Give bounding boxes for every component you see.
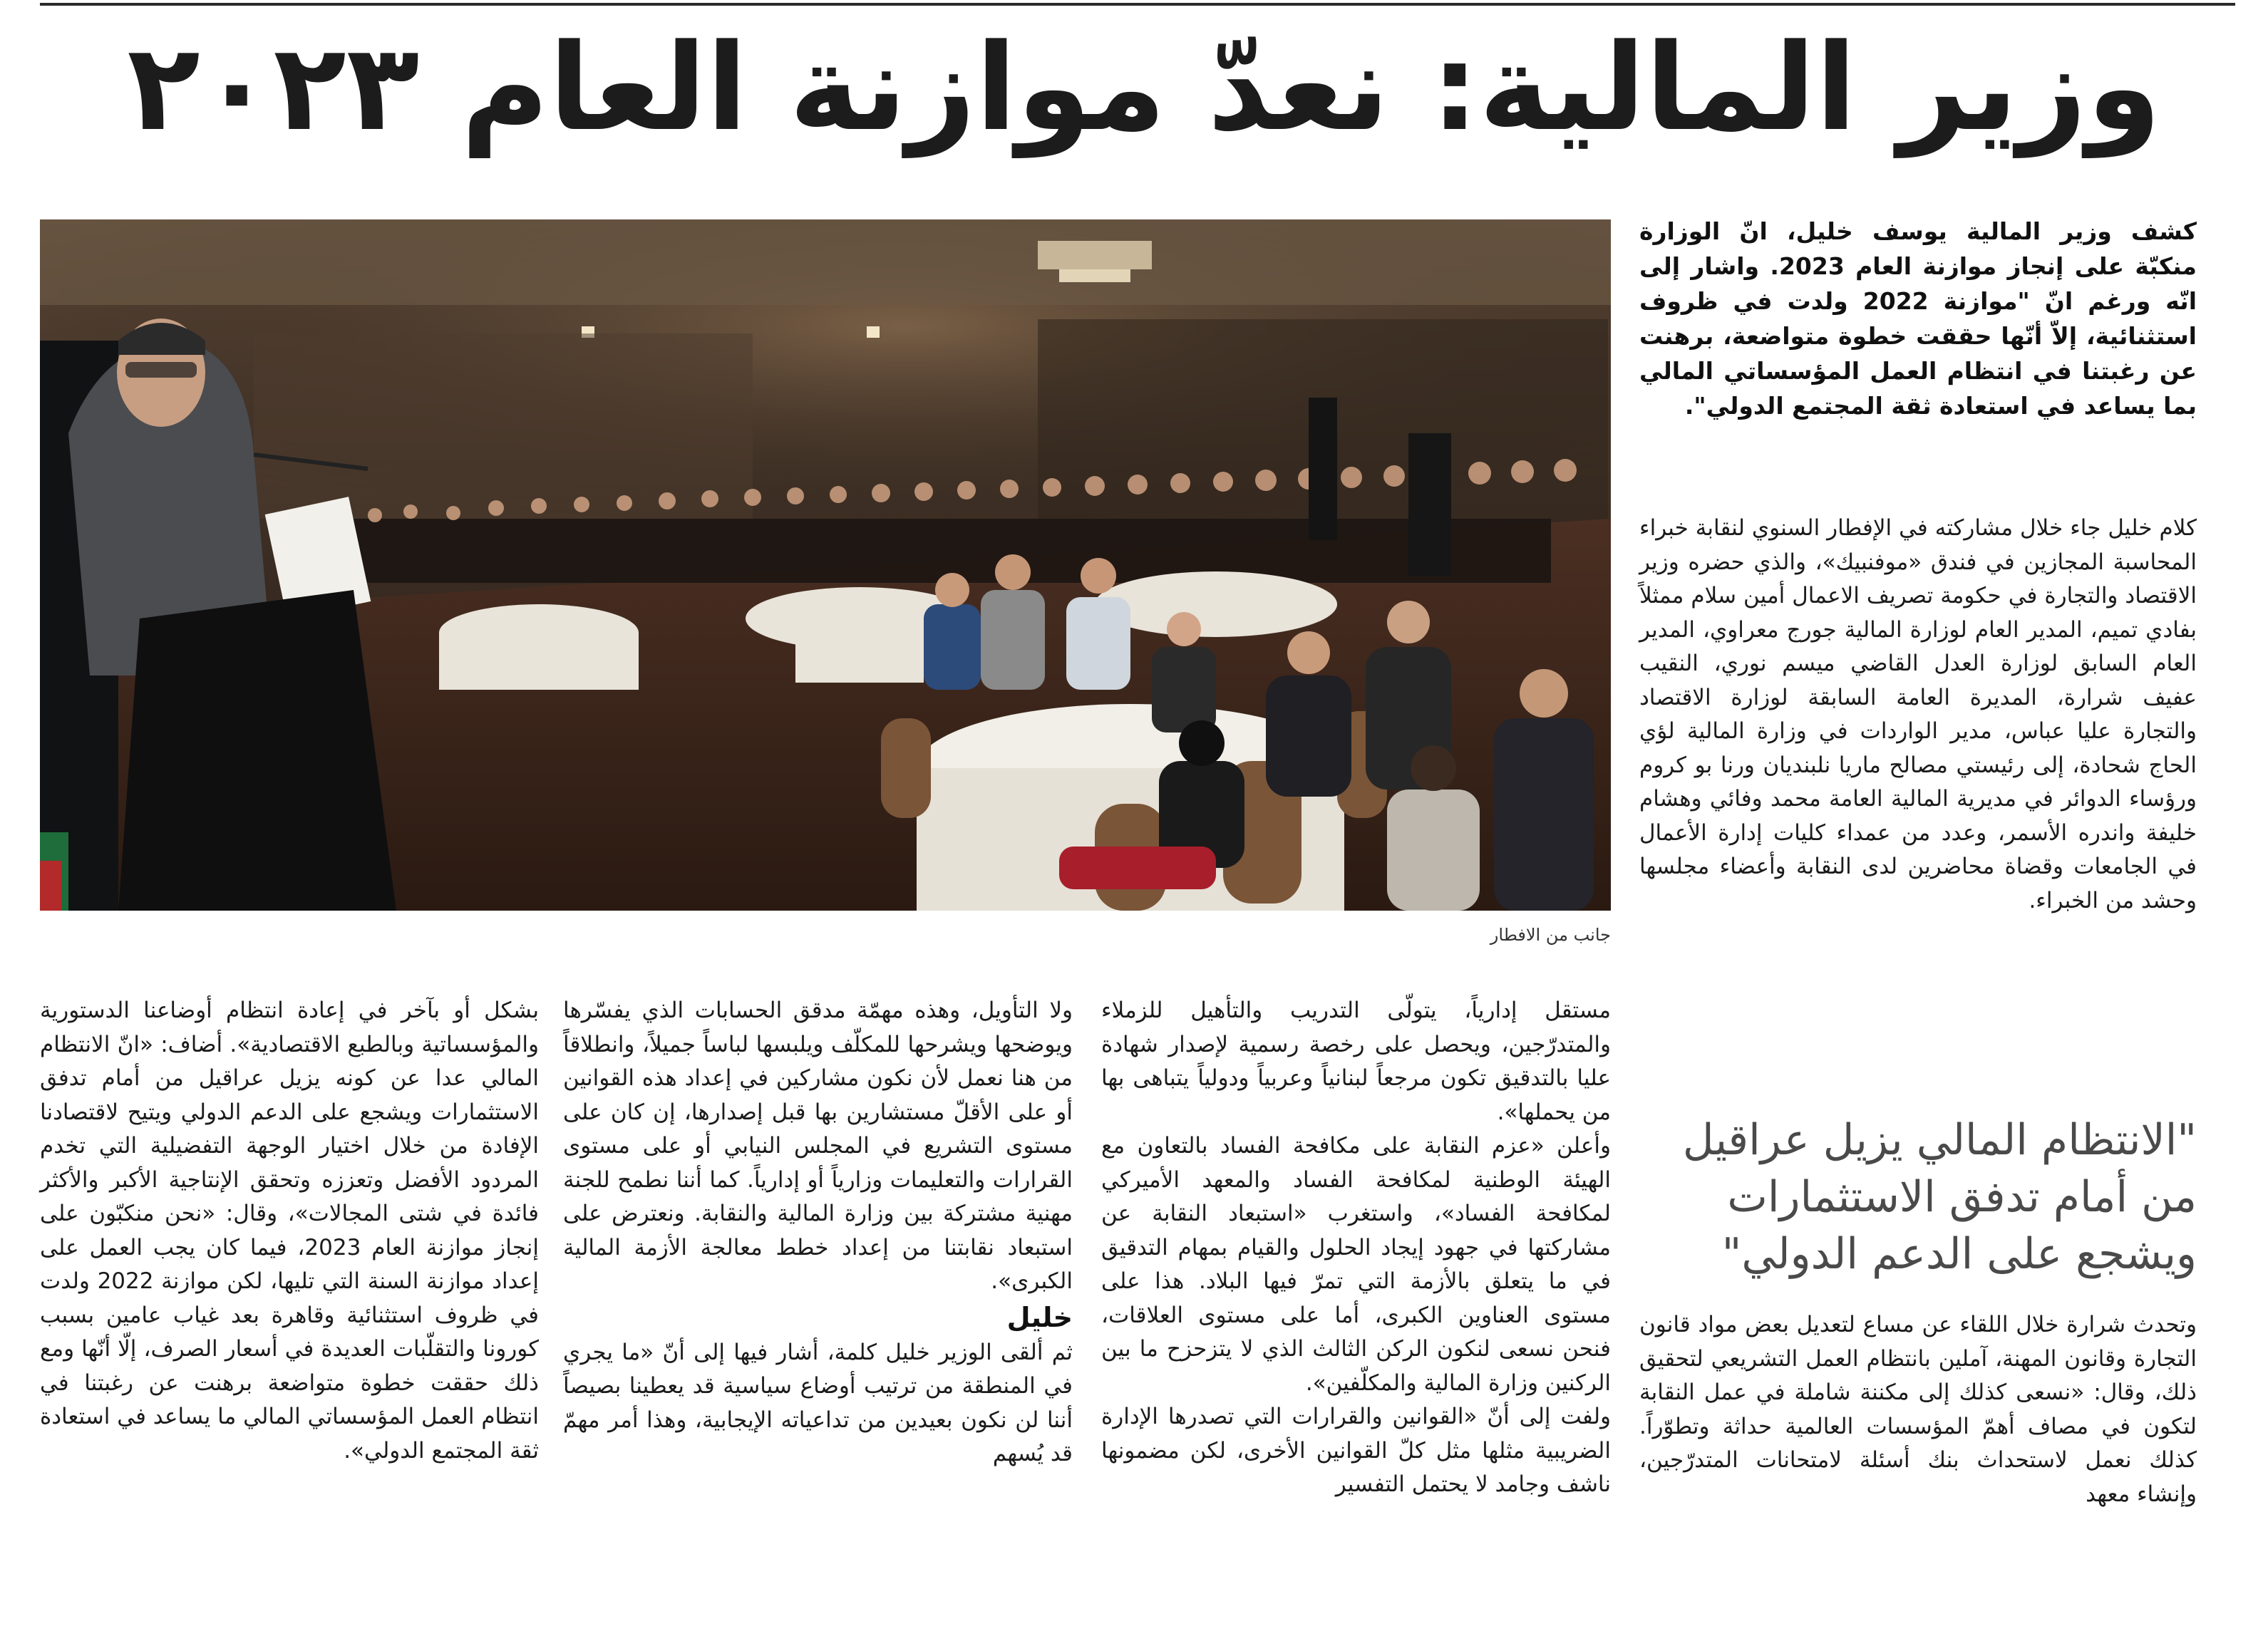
- column-2-paragraph: ولفت إلى أنّ «القوانين والقرارات التي تصدرها الإدارة الضريبية مثلها مثل كلّ القوانين الأخرى، لكن مضمونها ناشف وجامد لا يحتمل التفسير: [1101, 1404, 1611, 1497]
- top-rule: [40, 3, 2235, 6]
- event-photo: [40, 219, 1611, 911]
- column-1-paragraph: كلام خليل جاء خلال مشاركته في الإفطار السنوي لنقابة خبراء المحاسبة المجازين في فندق «موفنبيك»، والذي حضره وزير الاقتصاد والتجارة في حكومة تصريف الاعمال أمين سلام ممثلاً بفادي تميم، المدير العام لوزارة المالية جورج معراوي، المدير العام السابق لوزارة العدل القاضي ميسم نوري، النقيب عفيف شرارة، المديرة العامة السابقة لوزارة الاقتصاد والتجارة عليا عباس، مدير الواردات في وزارة المالية لؤي الحاج شحادة، إلى رئيستي مصالح ماريا نلبنديان ورنا بو كروم ورؤساء الدوائر في مديرية المالية العامة محمد وفائي وهشام خليفة واندره الأسمر، وعدد من عمداء كليات إدارة الأعمال في الجامعات وقضاة محاضرين لدى النقابة وأعضاء مجلسها وحشد من الخبراء.: [1639, 515, 2197, 913]
- photo-caption: جانب من الافطار: [1490, 925, 1611, 945]
- column-1-paragraph-2: وتحدث شرارة خلال اللقاء عن مساع لتعديل بعض مواد قانون التجارة وقانون المهنة، آملين بانتظام العمل التشريعي لتحقيق ذلك، وقال: «نسعى كذلك إلى مكننة شاملة في عمل النقابة لتكون في مصاف أهمّ المؤسسات العالمية حداثة وتطوّراً. كذلك نعمل لاستحداث بنك أسئلة لامتحانات المتدرّجين، وإنشاء معهد: [1639, 1312, 2197, 1507]
- column-3-paragraph-2: ثم ألقى الوزير خليل كلمة، أشار فيها إلى أنّ «ما يجري في المنطقة من ترتيب أوضاع سياسية قد يعطينا بصيصاً أننا لن نكون بعيدين من تداعياته الإيجابية، وهذا أمر مهمّ قد يُسهم: [563, 1339, 1073, 1466]
- column-2: [1101, 994, 1611, 1596]
- column-2-paragraph: مستقل إدارياً، يتولّى التدريب والتأهيل للزملاء والمتدرّجين، ويحصل على رخصة رسمية لإصدار شهادة عليا بالتدقيق تكون مرجعاً لبنانياً وعربياً ودولياً يتباهى بها من يحملها».: [1101, 998, 1611, 1125]
- column-2-paragraph: وأعلن «عزم النقابة على مكافحة الفساد بالتعاون مع الهيئة الوطنية لمكافحة الفساد والمعهد الأميركي لمكافحة الفساد»، واستغرب «استبعاد النقابة عن مشاركتها في جهود إيجاد الحلول والقيام بمهام التدقيق في ما يتعلق بالأزمة التي تمرّ فيها البلاد. هذا على مستوى العناوين الكبرى، أما على مستوى العلاقات، فنحن نسعى لنكون الركن الثالث الذي لا يتزحزح ما بين الركنين وزارة المالية والمكلّفين».: [1101, 1133, 1611, 1396]
- column-3: [563, 994, 1073, 1596]
- column-4: [40, 994, 539, 1596]
- pull-quote: "الانتظام المالي يزيل عراقيل من أمام تدفق الاستثمارات ويشجع على الدعم الدولي": [1682, 1115, 2197, 1279]
- column-1-top: [1639, 512, 2197, 1072]
- column-4-paragraph: بشكل أو بآخر في إعادة انتظام أوضاعنا الدستورية والمؤسساتية وبالطبع الاقتصادية». أضاف: «انّ الانتظام المالي عدا عن كونه يزيل عراقيل من أمام تدفق الاستثمارات ويشجع على الدعم الدولي ويتيح لاقتصادنا الإفادة من خلال اختيار الوجهة التفضيلية التي تخدم المردود الأفضل وتعززه وتحقق الإنتاجية الأكبر والأكثر فائدة في شتى المجالات»، وقال: «نحن منكبّون على إنجاز موازنة العام 2023، فيما كان يجب العمل على إعداد موازنة السنة التي تليها، لكن موازنة 2022 ولدت في ظروف استثنائية وقاهرة بعد غياب عامين بسبب كورونا والتقلّبات العديدة في أسعار الصرف، إلّا أنّها ومع ذلك حققت خطوة متواضعة برهنت عن رغبتنا في انتظام العمل المؤسساتي المالي ما يساعد في استعادة ثقة المجتمع الدولي».: [40, 998, 540, 1464]
- intro-paragraph: كشف وزير المالية يوسف خليل، انّ الوزارة منكبّة على إنجاز موازنة العام 2023. واشار إلى انّه ورغم انّ "موازنة 2022 ولدت في ظروف استثنائية، إلاّ أنّها حققت خطوة متواضعة، برهنت عن رغبتنا في انتظام العمل المؤسساتي المالي بما يساعد في استعادة ثقة المجتمع الدولي".: [1639, 217, 2197, 420]
- headline: وزير المالية: نعدّ موازنة العام ٢٠٢٣: [127, 18, 2161, 157]
- column-1-bottom: [1639, 1308, 2197, 1595]
- section-subhead: خليل: [1006, 1301, 1073, 1333]
- column-3-paragraph: ولا التأويل، وهذه مهمّة مدقق الحسابات الذي يفسّرها ويوضحها ويشرحها للمكلّف ويلبسها لباساً جميلاً، وانطلاقاً من هنا نعمل لأن نكون مشاركين في إعداد هذه القوانين أو على الأقلّ مستشارين بها قبل إصدارها، إن كان على مستوى التشريع في المجلس النيابي أو على مستوى القرارات والتعليمات وزارياً أو إدارياً. كما أننا نطمح للجنة مهنية مشتركة بين وزارة المالية والنقابة. ونعترض على استبعاد نقابتنا من إعداد خطط معالجة الأزمة المالية الكبرى».: [563, 998, 1073, 1294]
